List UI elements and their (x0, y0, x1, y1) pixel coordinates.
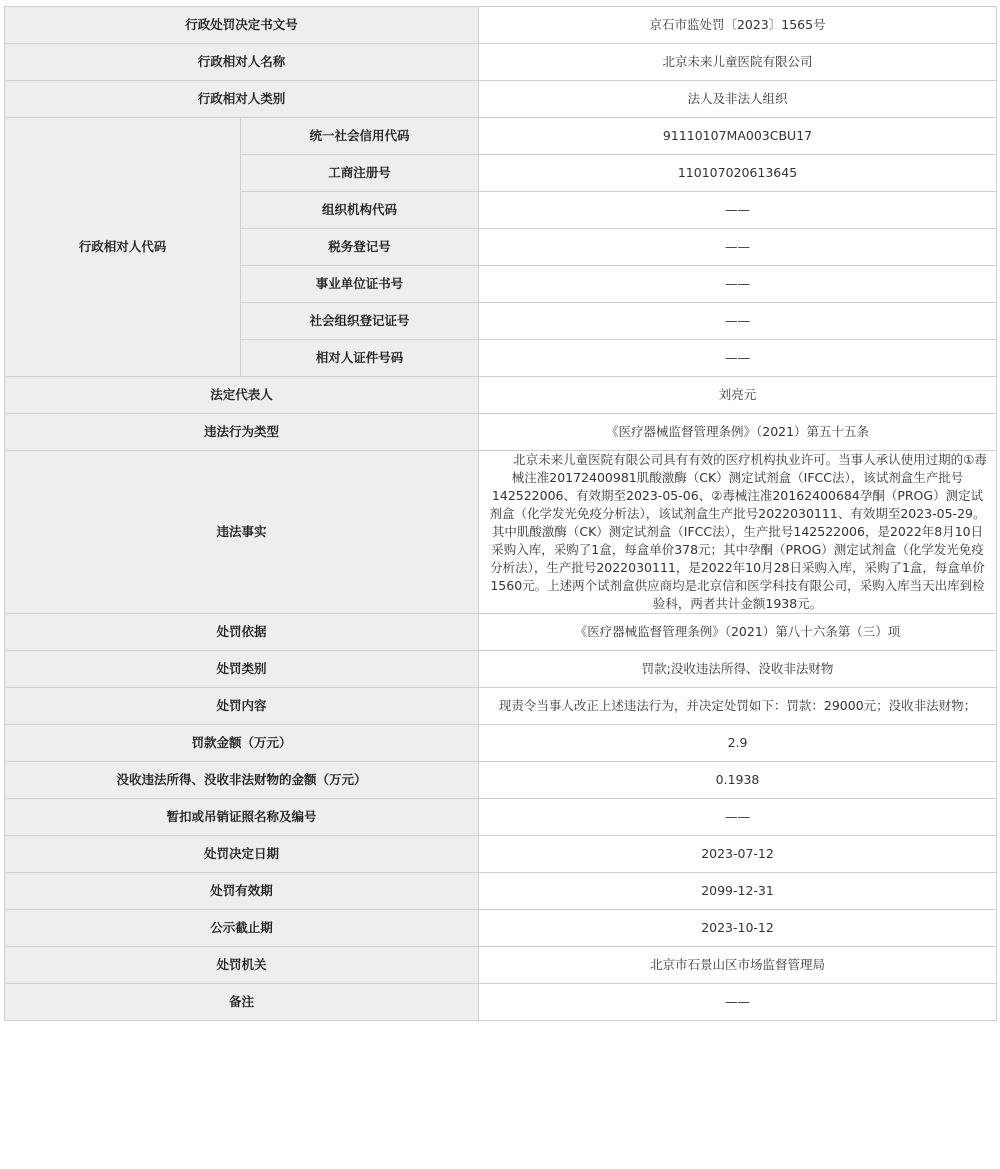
license-value: —— (479, 799, 997, 836)
table-row (5, 118, 997, 155)
org-code-label: 组织机构代码 (241, 192, 479, 229)
table-row (5, 984, 997, 1021)
penalty-table (4, 6, 997, 1021)
decision-date-value: 2023-07-12 (479, 836, 997, 873)
content-value: 现责令当事人改正上述违法行为，并决定处罚如下：罚款：29000元；没收非法财物； (479, 688, 997, 725)
doc-no-value: 京石市监处罚〔2023〕1565号 (479, 7, 997, 44)
reg-no-label: 工商注册号 (241, 155, 479, 192)
confiscated-value: 0.1938 (479, 762, 997, 799)
table-row (5, 651, 997, 688)
party-id-label: 相对人证件号码 (241, 340, 479, 377)
doc-no-label: 行政处罚决定书文号 (5, 7, 479, 44)
valid-until-value: 2099-12-31 (479, 873, 997, 910)
table-row (5, 451, 997, 614)
license-label: 暂扣或吊销证照名称及编号 (5, 799, 479, 836)
party-code-label: 行政相对人代码 (5, 118, 241, 377)
social-org-value: —— (479, 303, 997, 340)
party-name-label: 行政相对人名称 (5, 44, 479, 81)
legal-rep-value: 刘亮元 (479, 377, 997, 414)
table-row (5, 614, 997, 651)
publicity-end-label: 公示截止期 (5, 910, 479, 947)
content-label: 处罚内容 (5, 688, 479, 725)
table-row (5, 947, 997, 984)
penalty-type-label: 处罚类别 (5, 651, 479, 688)
table-row (5, 81, 997, 118)
org-code-value: —— (479, 192, 997, 229)
reg-no-value: 110107020613645 (479, 155, 997, 192)
fine-value: 2.9 (479, 725, 997, 762)
inst-cert-label: 事业单位证书号 (241, 266, 479, 303)
remarks-label: 备注 (5, 984, 479, 1021)
inst-cert-value: —— (479, 266, 997, 303)
party-id-value: —— (479, 340, 997, 377)
table-row (5, 873, 997, 910)
facts-label: 违法事实 (5, 451, 479, 614)
decision-date-label: 处罚决定日期 (5, 836, 479, 873)
table-row (5, 836, 997, 873)
party-type-label: 行政相对人类别 (5, 81, 479, 118)
uscc-label: 统一社会信用代码 (241, 118, 479, 155)
table-row (5, 725, 997, 762)
table-row (5, 377, 997, 414)
remarks-value: —— (479, 984, 997, 1021)
fine-label: 罚款金额（万元） (5, 725, 479, 762)
publicity-end-value: 2023-10-12 (479, 910, 997, 947)
violation-type-value: 《医疗器械监督管理条例》（2021）第五十五条 (479, 414, 997, 451)
table-row (5, 799, 997, 836)
table-row (5, 7, 997, 44)
tax-no-value: —— (479, 229, 997, 266)
basis-label: 处罚依据 (5, 614, 479, 651)
violation-type-label: 违法行为类型 (5, 414, 479, 451)
authority-label: 处罚机关 (5, 947, 479, 984)
table-row (5, 688, 997, 725)
penalty-type-value: 罚款;没收违法所得、没收非法财物 (479, 651, 997, 688)
table-row (5, 414, 997, 451)
legal-rep-label: 法定代表人 (5, 377, 479, 414)
table-row (5, 44, 997, 81)
facts-value: 北京未来儿童医院有限公司具有有效的医疗机构执业许可。当事人承认使用过期的①毒械注准20172400981肌酸激酶（CK）测定试剂盒（IFCC法），该试剂盒生产批号142522006、有效期至2023-05-06、②毒械注准20162400684孕酮（PROG）测定试剂盒（化学发光免疫分析法），该试剂盒生产批号2022030111、有效期至2023-05-29。其中肌酸激酶（CK）测定试剂盒（IFCC法），生产批号142522006，是2022年8月10日采购入库，采购了1盒，每盒单价378元；其中孕酮（PROG）测定试剂盒（化学发光免疫分析法），生产批号2022030111，是2022年10月28日采购入库，采购了1盒，每盒单价1560元。上述两个试剂盒供应商均是北京信和医学科技有限公司，采购入库当天出库到检验科，两者共计金额1938元。 (479, 451, 997, 614)
party-type-value: 法人及非法人组织 (479, 81, 997, 118)
social-org-label: 社会组织登记证号 (241, 303, 479, 340)
tax-no-label: 税务登记号 (241, 229, 479, 266)
confiscated-label: 没收违法所得、没收非法财物的金额（万元） (5, 762, 479, 799)
valid-until-label: 处罚有效期 (5, 873, 479, 910)
table-row (5, 762, 997, 799)
authority-value: 北京市石景山区市场监督管理局 (479, 947, 997, 984)
table-row (5, 910, 997, 947)
party-name-value: 北京未来儿童医院有限公司 (479, 44, 997, 81)
basis-value: 《医疗器械监督管理条例》（2021）第八十六条第（三）项 (479, 614, 997, 651)
uscc-value: 91110107MA003CBU17 (479, 118, 997, 155)
